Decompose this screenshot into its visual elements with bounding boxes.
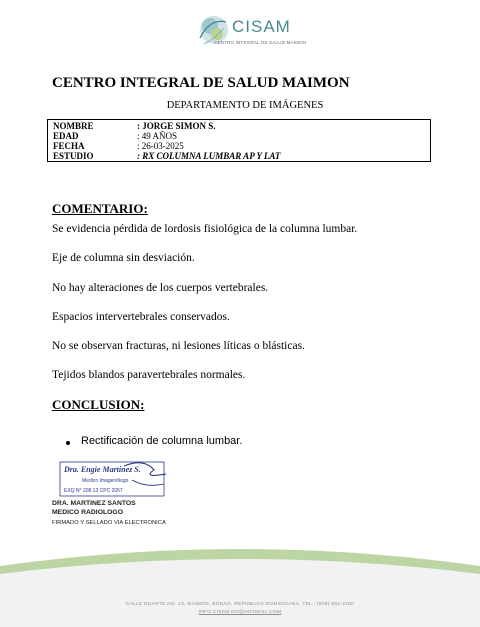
stamp-id: EXQ N° 208 13 CPC 2057	[64, 488, 123, 494]
patient-value: : 26-03-2025	[137, 141, 184, 151]
conclusion-item: Rectificación de columna lumbar.	[81, 435, 243, 447]
stamp-role: Medico Imagenólogo	[82, 478, 129, 484]
document-title: CENTRO INTEGRAL DE SALUD MAIMON	[52, 75, 350, 91]
patient-label: NOMBRE	[53, 121, 94, 131]
patient-label: EDAD	[53, 131, 79, 141]
patient-value: : JORGE SIMON S.	[137, 121, 216, 131]
patient-value: : RX COLUMNA LUMBAR AP Y LAT	[137, 151, 281, 161]
patient-info-box	[47, 119, 431, 162]
finding-line: No se observan fracturas, ni lesiones líticas o blásticas.	[52, 340, 305, 352]
conclusion-heading: CONCLUSION:	[52, 397, 145, 412]
comentario-heading: COMENTARIO:	[52, 201, 148, 216]
finding-line: Tejidos blandos paravertebrales normales.	[52, 369, 246, 381]
signer-name: DRA. MARTINEZ SANTOS	[52, 500, 136, 507]
patient-label: ESTUDIO	[53, 151, 94, 161]
logo-subtitle: CENTRO INTEGRAL DE SALUD MAIMON	[214, 40, 307, 45]
logo-text: CISAM	[232, 17, 291, 36]
department-label: DEPARTAMENTO DE IMÁGENES	[166, 100, 324, 111]
signer-role: MEDICO RADIOLOGO	[52, 509, 123, 516]
stamp-name: Dra. Engie Martinez S.	[64, 465, 141, 474]
finding-line: Espacios intervertebrales conservados.	[52, 311, 230, 323]
finding-line: No hay alteraciones de los cuerpos vertebrales.	[52, 282, 269, 294]
signature-stamp	[54, 460, 174, 498]
signature-note: FIRMADO Y SELLADO VIA ELECTRONICA	[52, 520, 166, 526]
footer-email[interactable]: INFO.CISAM.DO@HOTMAIL.COM	[198, 610, 282, 615]
finding-line: Eje de columna sin desviación.	[52, 252, 195, 264]
footer-address: CALLE DUARTE NO. 13, MAIMÓN, BONAO, REPUBLICA DOMINICANA, TEL.: (809)-551-2100	[125, 602, 355, 607]
patient-value: : 49 AÑOS	[137, 131, 178, 141]
bullet-icon	[66, 441, 70, 445]
patient-label: FECHA	[53, 141, 85, 151]
finding-line: Se evidencia pérdida de lordosis fisiológica de la columna lumbar.	[52, 223, 358, 235]
